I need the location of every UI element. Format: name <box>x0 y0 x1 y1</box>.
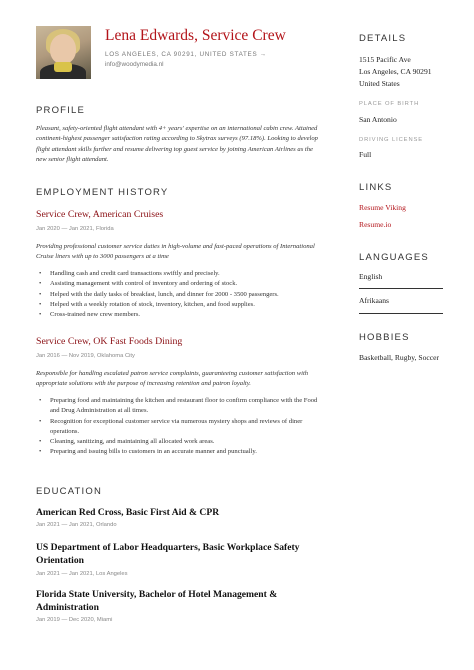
profile-text: Pleasant, safety-oriented flight attendant with 4+ years' expertise on an international cabin crew. Attained continent-highest passenger satisfaction rating according to Skytrax surveys (97.18%). Looking to develop flight attendant skills further and resume delivering top guest service by joining American Airlines as the new senior flight attendant. <box>36 125 318 164</box>
details-street: 1515 Pacific Ave <box>359 55 411 64</box>
profile-heading: PROFILE <box>36 105 86 116</box>
education-title: Florida State University, Bachelor of Hotel Management & Administration <box>36 589 278 613</box>
hobbies-heading: HOBBIES <box>359 332 410 343</box>
education-heading: EDUCATION <box>36 486 103 497</box>
employment-heading: EMPLOYMENT HISTORY <box>36 187 169 198</box>
job-bullet: • Helped with the daily tasks of breakfast, lunch, and dinner for 2000 - 3500 passengers. <box>36 290 322 300</box>
job-bullet: • Preparing food and maintaining the kitchen and restaurant floor to confirm compliance with the Food and Drug Administration at all times. <box>36 396 322 417</box>
education-meta: Jan 2021 — Jan 2021, Los Angeles <box>36 571 128 577</box>
hobbies-text: Basketball, Rugby, Soccer <box>359 353 440 362</box>
license-label: DRIVING LICENSE <box>359 137 424 143</box>
job-bullets <box>36 396 322 458</box>
job-meta: Jan 2016 — Nov 2019, Oklahoma City <box>36 353 135 359</box>
language-afrikaans: Afrikaans <box>359 296 389 305</box>
link-resume-viking[interactable]: Resume Viking <box>359 203 406 212</box>
candidate-email[interactable]: info@woodymedia.nl <box>105 61 164 68</box>
link-resume-io[interactable]: Resume.io <box>359 220 392 229</box>
job-bullet: • Cross-trained new crew members. <box>36 310 322 320</box>
birth-label: PLACE OF BIRTH <box>359 101 420 107</box>
job-bullets <box>36 269 322 320</box>
license-value: Full <box>359 150 372 159</box>
job-bullet: • Assisting management with control of inventory and ordering of stock. <box>36 279 322 289</box>
education-meta: Jan 2021 — Jan 2021, Orlando <box>36 522 117 528</box>
candidate-name: Lena Edwards, Service Crew <box>105 27 286 44</box>
job-title: Service Crew, OK Fast Foods Dining <box>36 336 183 347</box>
details-heading: DETAILS <box>359 33 407 44</box>
language-level-bar <box>359 313 443 314</box>
education-title: American Red Cross, Basic First Aid & CPR <box>36 507 220 518</box>
job-summary: Responsible for handling escalated patron service complaints, guaranteeing customer satisfaction with appropriate solutions with the purpose of increasing retention and patron loyalty. <box>36 370 309 388</box>
job-meta: Jan 2020 — Jan 2021, Florida <box>36 226 114 232</box>
languages-heading: LANGUAGES <box>359 252 429 263</box>
job-bullet: • Cleaning, sanitizing, and maintaining all allocated work areas. <box>36 437 322 447</box>
job-bullet: • Recognition for exceptional customer service via numerous mystery shops and reviews of diner operations. <box>36 417 322 438</box>
job-title: Service Crew, American Cruises <box>36 209 164 220</box>
education-meta: Jan 2019 — Dec 2020, Miami <box>36 617 113 623</box>
birth-value: San Antonio <box>359 115 397 124</box>
links-heading: LINKS <box>359 182 393 193</box>
details-city: Los Angeles, CA 90291 <box>359 67 432 76</box>
job-bullet: • Preparing and issuing bills to customers in an accurate manner and punctually. <box>36 447 322 457</box>
education-title: US Department of Labor Headquarters, Basic Workplace Safety Orientation <box>36 542 300 566</box>
job-bullet: • Helped with a weekly rotation of stock, inventory, kitchen, and food supplies. <box>36 300 322 310</box>
job-summary: Providing professional customer service duties in high-volume and fast-paced operations of International Cruise liners with up to 3000 passengers at a time <box>36 243 315 261</box>
profile-photo <box>36 26 91 79</box>
candidate-address: LOS ANGELES, CA 90291, UNITED STATES → <box>105 51 267 58</box>
resume-header <box>36 24 336 79</box>
language-english: English <box>359 272 383 281</box>
language-level-bar <box>359 288 443 289</box>
details-country: United States <box>359 79 400 88</box>
job-bullet: • Handling cash and credit card transactions swiftly and precisely. <box>36 269 322 279</box>
